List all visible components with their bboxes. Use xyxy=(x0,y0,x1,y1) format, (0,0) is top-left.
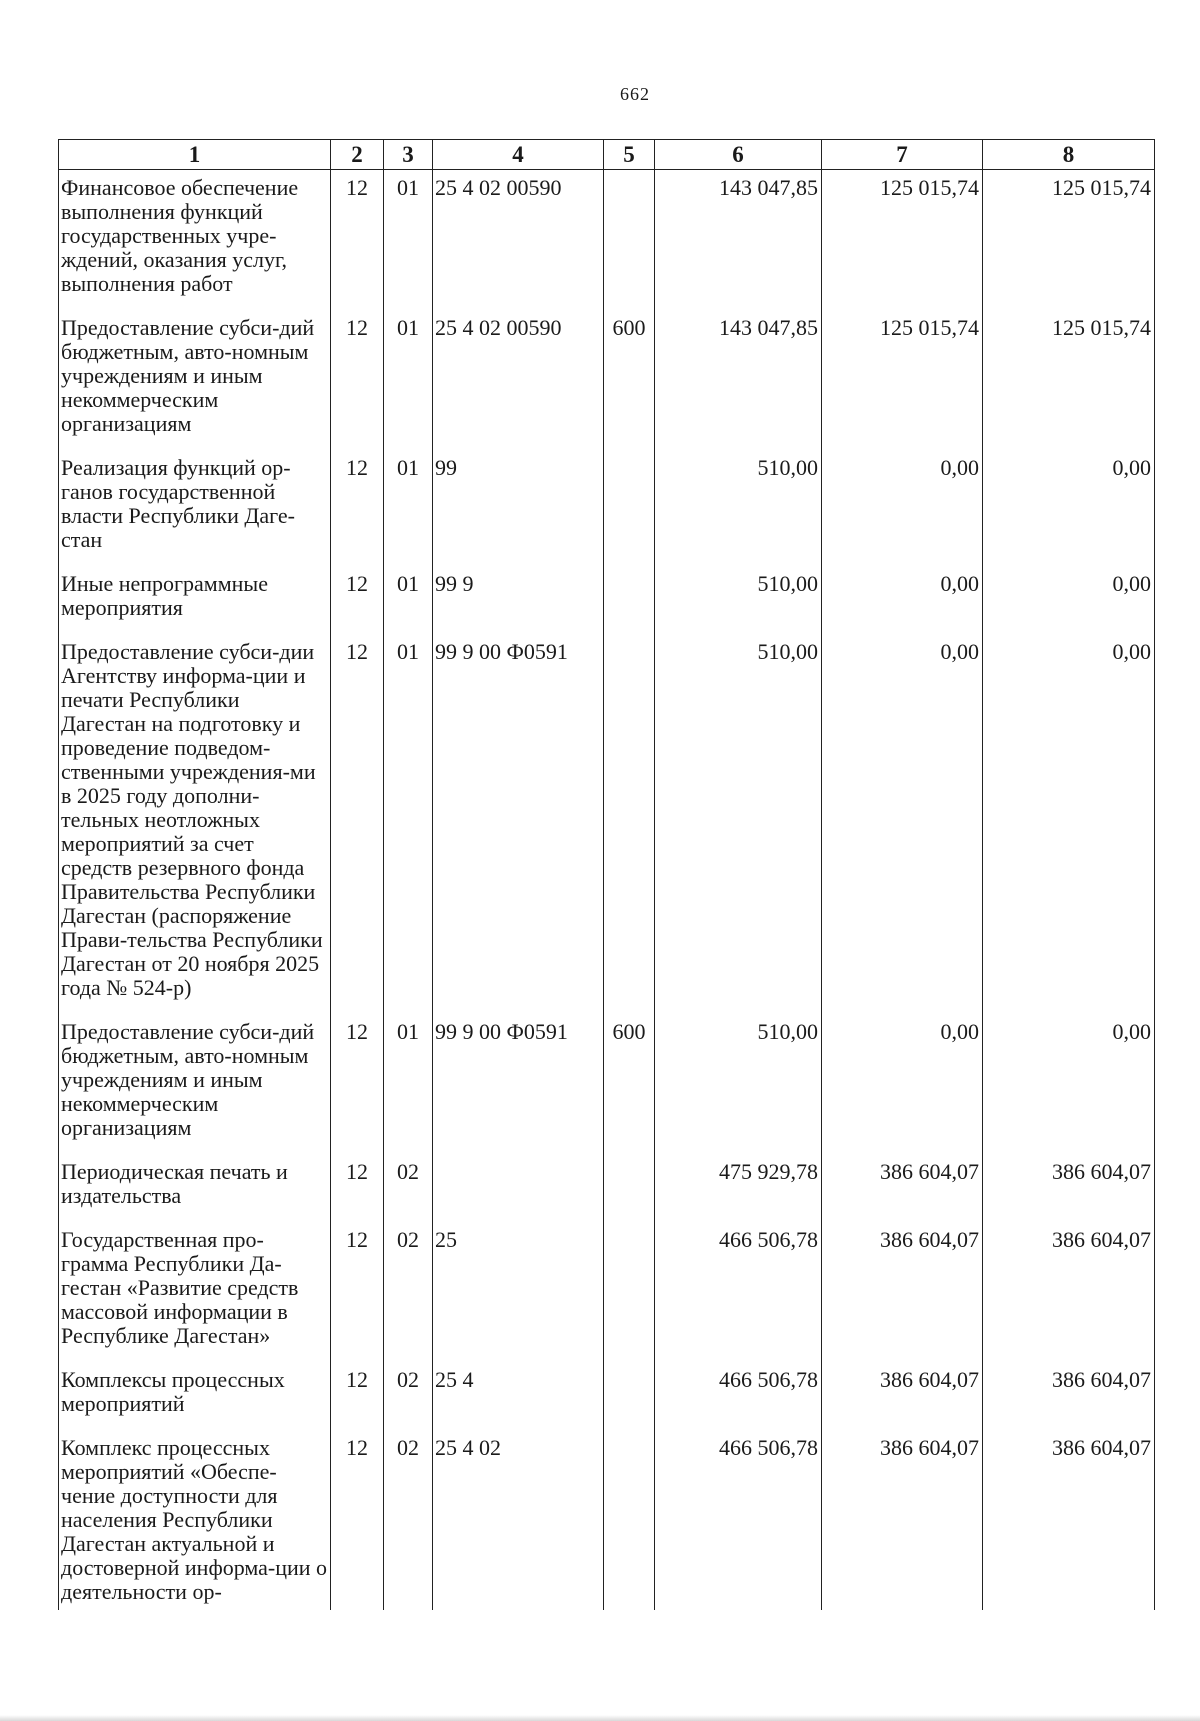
amount-col7-cell: 0,00 xyxy=(822,450,983,566)
amount-col8-cell: 386 604,07 xyxy=(983,1430,1155,1610)
row-name-cell: Предоставление субси-дии Агентству информа-ции и печати Республики Дагестан на подготовку и проведение подведом-ственными учреждения-ми в 2025 году дополни-тельных неотложных мероприятий за счет средств резервного фонда Правительства Республики Дагестан (распоряжение Прави-тельства Республики Дагестан от 20 ноября 2025 года № 524-р) xyxy=(59,634,331,1014)
subsection-cell: 01 xyxy=(384,310,433,450)
target-article-cell: 25 4 02 00590 xyxy=(433,310,604,450)
row-name-cell: Финансовое обеспечение выполнения функций государственных учре-ждений, оказания услуг, выполнения работ xyxy=(59,170,331,311)
kfsr-cell: 12 xyxy=(331,170,384,311)
amount-col8-cell: 0,00 xyxy=(983,450,1155,566)
target-article-cell: 99 9 00 Ф0591 xyxy=(433,1014,604,1154)
expense-type-cell xyxy=(604,1430,655,1610)
column-header-3: 3 xyxy=(384,140,433,170)
target-article-cell: 25 4 02 xyxy=(433,1430,604,1610)
amount-col6-cell: 475 929,78 xyxy=(655,1154,822,1222)
table-row xyxy=(59,634,1155,1014)
row-name-cell: Периодическая печать и издательства xyxy=(59,1154,331,1222)
target-article-cell: 25 4 xyxy=(433,1362,604,1430)
expense-type-cell xyxy=(604,566,655,634)
budget-table xyxy=(58,139,1155,1610)
amount-col6-cell: 510,00 xyxy=(655,634,822,1014)
amount-col6-cell: 143 047,85 xyxy=(655,310,822,450)
column-header-7: 7 xyxy=(822,140,983,170)
amount-col7-cell: 386 604,07 xyxy=(822,1154,983,1222)
target-article-cell: 25 xyxy=(433,1222,604,1362)
kfsr-cell: 12 xyxy=(331,566,384,634)
expense-type-cell xyxy=(604,1154,655,1222)
column-header-1: 1 xyxy=(59,140,331,170)
subsection-cell: 01 xyxy=(384,634,433,1014)
subsection-cell: 01 xyxy=(384,170,433,311)
table-row xyxy=(59,310,1155,450)
target-article-cell: 99 xyxy=(433,450,604,566)
kfsr-cell: 12 xyxy=(331,1154,384,1222)
page-number: 662 xyxy=(620,84,650,104)
subsection-cell: 01 xyxy=(384,566,433,634)
expense-type-cell xyxy=(604,1222,655,1362)
subsection-cell: 02 xyxy=(384,1222,433,1362)
kfsr-cell: 12 xyxy=(331,634,384,1014)
column-header-2: 2 xyxy=(331,140,384,170)
expense-type-cell xyxy=(604,634,655,1014)
table-row xyxy=(59,566,1155,634)
target-article-cell: 25 4 02 00590 xyxy=(433,170,604,311)
amount-col7-cell: 125 015,74 xyxy=(822,310,983,450)
subsection-cell: 02 xyxy=(384,1430,433,1610)
kfsr-cell: 12 xyxy=(331,1430,384,1610)
amount-col7-cell: 386 604,07 xyxy=(822,1430,983,1610)
expense-type-cell xyxy=(604,450,655,566)
target-article-cell xyxy=(433,1154,604,1222)
column-header-8: 8 xyxy=(983,140,1155,170)
expense-type-cell xyxy=(604,1362,655,1430)
subsection-cell: 01 xyxy=(384,450,433,566)
target-article-cell: 99 9 00 Ф0591 xyxy=(433,634,604,1014)
row-name-cell: Комплекс процессных мероприятий «Обеспе-чение доступности для населения Республики Дагестан актуальной и достоверной информа-ции о деятельности ор- xyxy=(59,1430,331,1610)
amount-col6-cell: 143 047,85 xyxy=(655,170,822,311)
expense-type-cell: 600 xyxy=(604,310,655,450)
target-article-cell: 99 9 xyxy=(433,566,604,634)
amount-col8-cell: 0,00 xyxy=(983,634,1155,1014)
amount-col6-cell: 466 506,78 xyxy=(655,1362,822,1430)
column-header-4: 4 xyxy=(433,140,604,170)
kfsr-cell: 12 xyxy=(331,310,384,450)
kfsr-cell: 12 xyxy=(331,1014,384,1154)
scan-bottom-edge xyxy=(0,1715,1200,1721)
table-row xyxy=(59,450,1155,566)
row-name-cell: Государственная про-грамма Республики Да-гестан «Развитие средств массовой информации в Республике Дагестан» xyxy=(59,1222,331,1362)
kfsr-cell: 12 xyxy=(331,450,384,566)
column-header-6: 6 xyxy=(655,140,822,170)
table-row xyxy=(59,1430,1155,1610)
subsection-cell: 02 xyxy=(384,1362,433,1430)
amount-col8-cell: 386 604,07 xyxy=(983,1362,1155,1430)
column-header-5: 5 xyxy=(604,140,655,170)
amount-col7-cell: 0,00 xyxy=(822,634,983,1014)
amount-col8-cell: 125 015,74 xyxy=(983,170,1155,311)
table-row xyxy=(59,1014,1155,1154)
amount-col7-cell: 125 015,74 xyxy=(822,170,983,311)
amount-col6-cell: 466 506,78 xyxy=(655,1222,822,1362)
amount-col7-cell: 386 604,07 xyxy=(822,1222,983,1362)
amount-col8-cell: 0,00 xyxy=(983,1014,1155,1154)
table-row xyxy=(59,1362,1155,1430)
table-row xyxy=(59,170,1155,311)
amount-col8-cell: 386 604,07 xyxy=(983,1222,1155,1362)
expense-type-cell xyxy=(604,170,655,311)
amount-col6-cell: 466 506,78 xyxy=(655,1430,822,1610)
amount-col8-cell: 386 604,07 xyxy=(983,1154,1155,1222)
amount-col7-cell: 386 604,07 xyxy=(822,1362,983,1430)
row-name-cell: Иные непрограммные мероприятия xyxy=(59,566,331,634)
row-name-cell: Предоставление субси-дий бюджетным, авто-номным учреждениям и иным некоммерческим организациям xyxy=(59,310,331,450)
subsection-cell: 02 xyxy=(384,1154,433,1222)
kfsr-cell: 12 xyxy=(331,1362,384,1430)
row-name-cell: Реализация функций ор-ганов государственной власти Республики Даге-стан xyxy=(59,450,331,566)
expense-type-cell: 600 xyxy=(604,1014,655,1154)
amount-col6-cell: 510,00 xyxy=(655,450,822,566)
amount-col7-cell: 0,00 xyxy=(822,1014,983,1154)
kfsr-cell: 12 xyxy=(331,1222,384,1362)
amount-col6-cell: 510,00 xyxy=(655,566,822,634)
row-name-cell: Комплексы процессных мероприятий xyxy=(59,1362,331,1430)
table-row xyxy=(59,1154,1155,1222)
amount-col7-cell: 0,00 xyxy=(822,566,983,634)
amount-col8-cell: 0,00 xyxy=(983,566,1155,634)
table-row xyxy=(59,1222,1155,1362)
amount-col6-cell: 510,00 xyxy=(655,1014,822,1154)
subsection-cell: 01 xyxy=(384,1014,433,1154)
table-header-row xyxy=(59,140,1155,170)
row-name-cell: Предоставление субси-дий бюджетным, авто-номным учреждениям и иным некоммерческим организациям xyxy=(59,1014,331,1154)
amount-col8-cell: 125 015,74 xyxy=(983,310,1155,450)
